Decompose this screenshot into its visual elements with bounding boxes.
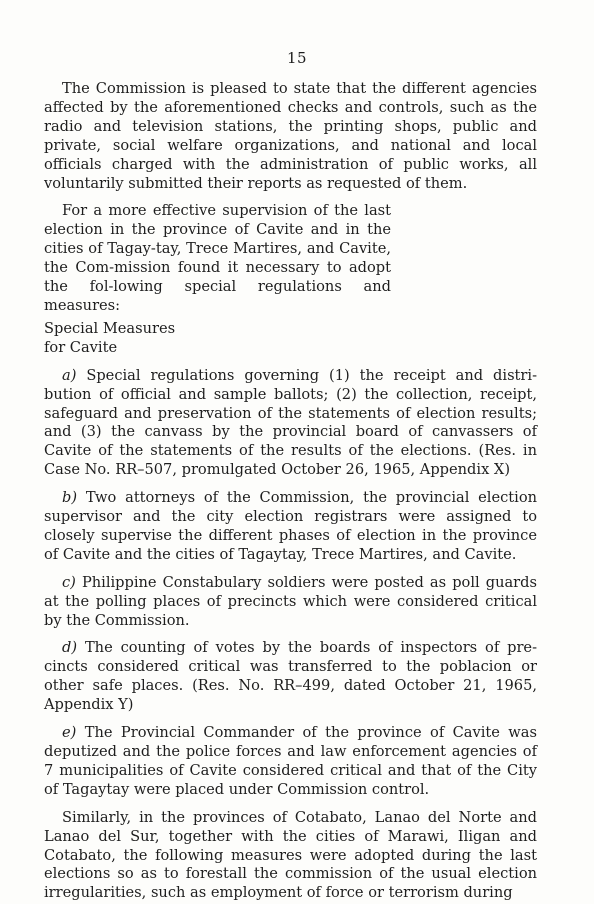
list-item-e xyxy=(44,724,537,800)
body-text xyxy=(44,80,537,912)
list-item-d xyxy=(44,639,537,715)
list-letter-a: a) xyxy=(62,366,77,384)
list-text-d: The counting of votes by the boards of inspectors of pre-cincts considered critical was transferred to the poblacion or other safe places. (Res. No. RR–499, dated October 21, 1965, Appendix Y) xyxy=(44,639,538,714)
page-number: 15 xyxy=(286,49,308,67)
list-letter-c: c) xyxy=(62,573,76,591)
list-text-b: Two attorneys of the Commission, the provincial election supervisor and the city election registrars were assigned to closely supervise the different phases of election in the province of Cavite and the cities of Tagaytay, Trece Martires, and Cavite. xyxy=(44,489,538,563)
side-note-line-2: for Cavite xyxy=(44,338,118,356)
list-text-a: Special regulations governing (1) the receipt and distri-bution of official and sample ballots; (2) the collection, receipt, safeguard and preservation of the statements of election results; and (3) the canvass by the provincial board of canvassers of Cavite of the statements of the results of the elections. (Res. in Case No. RR–507, promulgated October 26, 1965, Appendix X) xyxy=(44,366,537,479)
list-letter-b: b) xyxy=(62,489,78,507)
list-text-e: The Provincial Commander of the province of Cavite was deputized and the police forces and law enforcement agencies of 7 municipalities of Cavite considered critical and that of the City of Tagaytay were placed under Commission control. xyxy=(44,724,537,798)
list-letter-e: e) xyxy=(62,724,77,742)
list-item-b xyxy=(44,489,537,565)
margin-note-space xyxy=(391,240,537,280)
paragraph-cavite-intro-text: For a more effective supervision of the last election in the province of Cavite and in the cities of Tagay-tay, Trece Martires, and Cavite, the Com-mission found it necessary to adopt the fol-lowing special regulations and measures: xyxy=(44,202,391,314)
list-item-a xyxy=(44,367,537,480)
paragraph-agencies-compliance: The Commission is pleased to state that the different agencies affected by the aforementioned checks and controls, such as the radio and television stations, the printing shops, public and private, social welfare organizations, and national and local officials charged with the administration of public works, all voluntarily submitted their reports as requested of them. xyxy=(44,80,537,192)
list-letter-d: d) xyxy=(62,639,78,657)
list-item-c xyxy=(44,574,537,631)
side-note-line-1: Special Measures xyxy=(44,319,176,337)
paragraph-mindanao-measures: Similarly, in the provinces of Cotabato, Lanao del Norte and Lanao del Sur, together with the cities of Marawi, Iligan and Cotabato, the following measures were adopted during the last elections so as to forestall the commission of the usual election irregularities, such as employment of force or terrorism during xyxy=(44,808,537,902)
paragraph-cavite-intro xyxy=(44,202,537,315)
list-text-c: Philippine Constabulary soldiers were posted as poll guards at the polling places of precincts which were considered critical by the Commission. xyxy=(44,573,537,629)
